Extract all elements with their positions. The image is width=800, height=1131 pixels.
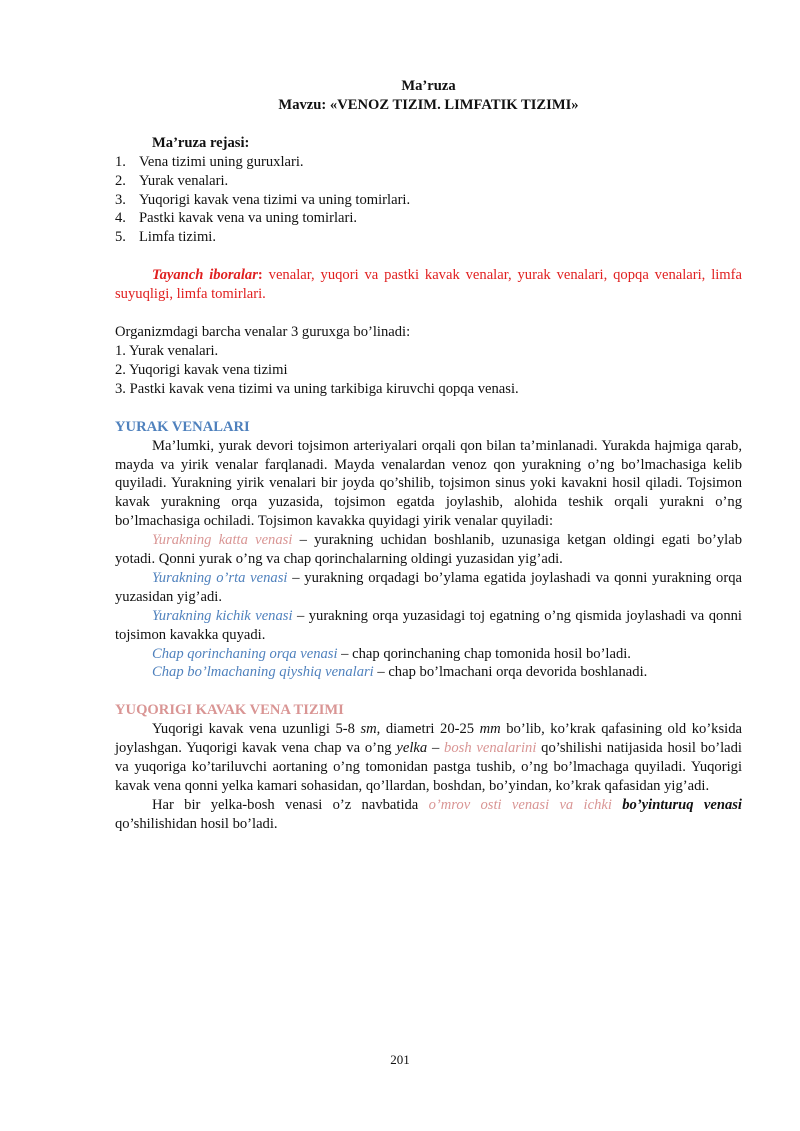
vein-description: – yurakning orqadagi bo’ylama egatida joylashadi va qonni yurakning orqa yuzasidan yig’adi. — [115, 569, 742, 605]
section-heading-yuqorigi-kavak: YUQORIGI KAVAK VENA TIZIMI — [115, 702, 344, 719]
plan-item-number: 5. — [115, 229, 126, 246]
term-yelka: yelka — [396, 740, 428, 757]
groups-item: 2. Yuqorigi kavak vena tizimi — [115, 361, 288, 378]
text-run: qo’shilishi natijasida hosil bo’ladi va yuqoriga ko’tariluvchi aortaning o’ng tomonidan pastga tushib, o’ng bo’lmachaga quyiladi. Yuqorigi kavak vena qonni yelka kamari sohasidan, qo’llardan, boshdan, bo’yindan, ko’krak qafasidan yig’adi. — [115, 740, 742, 794]
text-run: Yuqorigi kavak vena uzunligi 5-8 — [152, 721, 361, 738]
spacer — [115, 115, 742, 134]
plan-list — [115, 153, 742, 248]
unit-mm: mm — [479, 721, 501, 738]
plan-item-number: 4. — [115, 210, 126, 227]
vein-term: Chap bo’lmachaning qiyshiq venalari — [152, 664, 374, 681]
vein-term: Yurakning katta venasi — [152, 532, 293, 549]
plan-item — [115, 153, 742, 172]
plan-item-text: Limfa tizimi. — [139, 229, 217, 246]
spacer — [115, 399, 742, 418]
text-run: Har bir yelka-bosh venasi o’z navbatida — [152, 796, 429, 813]
text-run: – — [427, 740, 445, 757]
plan-heading: Ma’ruza rejasi: — [152, 134, 250, 151]
section1-intro: Ma’lumki, yurak devori tojsimon arteriyalari orqali qon bilan ta’minlanadi. Yurakda hajmiga qarab, mayda va yirik venalar farqlanadi. Mayda venalardan venoz qon yurakning o’ng bo’lmachasiga kelib quyiladi. Yurakning yirik venalari bir joyda qo’shilib, tojsimon sinus yoki kavakni hosil qiladi. Tojsimon kavak yurakning orqa yuzasida, tojsimon egatda joylashib, alohida teshik orqali yurakni o’ng bo’lmachasiga ochiladi. Tojsimon kavakka quyidagi yirik venalar quyiladi: — [115, 437, 742, 530]
keywords-label: Tayanch iboralar — [152, 267, 258, 284]
text-run: , diametri 20-25 — [376, 721, 480, 738]
vein-term: Chap qorinchaning orqa venasi — [152, 645, 338, 662]
vein-paragraph — [115, 569, 742, 607]
vein-paragraph — [115, 645, 742, 664]
groups-item: 3. Pastki kavak vena tizimi va uning tarkibiga kiruvchi qopqa venasi. — [115, 380, 519, 397]
vein-paragraph — [115, 607, 742, 645]
spacer — [115, 304, 742, 323]
plan-item-text: Yuqorigi kavak vena tizimi va uning tomirlari. — [139, 191, 411, 208]
unit-sm: sm — [360, 721, 377, 738]
document-title: Ma’ruza — [401, 78, 456, 94]
plan-item — [115, 172, 742, 191]
text-run — [612, 797, 622, 813]
groups-intro: Organizmdagi barcha venalar 3 guruxga bo’linadi: — [115, 324, 411, 341]
plan-item-text: Yurak venalari. — [139, 172, 229, 189]
plan-item-number: 2. — [115, 172, 126, 189]
vein-paragraph — [115, 531, 742, 569]
section-heading-yurak-venalari: YURAK VENALARI — [115, 418, 250, 435]
document-page — [115, 77, 742, 834]
plan-item-text: Pastki kavak vena va uning tomirlari. — [139, 210, 358, 227]
plan-item — [115, 209, 742, 228]
vein-term: Yurakning kichik venasi — [152, 607, 293, 624]
term-omrov-osti: o’mrov osti venasi va ichki — [428, 796, 612, 813]
keywords-colon: : — [257, 267, 263, 284]
section2-paragraph-1 — [115, 720, 742, 796]
page-number: 201 — [390, 1052, 410, 1067]
vein-description: – yurakning uchidan boshlanib, uzunasiga ketgan oldingi egati bo’ylab yotadi. Qonni yurak o’ng va chap qorinchalarning oldingi yuzasidan yig’adi. — [115, 532, 743, 568]
vein-description: – chap bo’lmachani orqa devorida boshlanadi. — [373, 664, 648, 681]
section2-paragraph-2 — [115, 796, 742, 834]
groups-item: 1. Yurak venalari. — [115, 342, 219, 359]
vein-paragraph — [115, 663, 742, 682]
text-run: qo’shilishidan hosil bo’ladi. — [115, 815, 278, 832]
spacer — [115, 682, 742, 701]
plan-item-number: 3. — [115, 191, 126, 208]
document-subtitle: Mavzu: «VENOZ TIZIM. LIMFATIK TIZIMI» — [278, 96, 579, 113]
vein-term: Yurakning o’rta venasi — [152, 569, 288, 586]
plan-item — [115, 228, 742, 247]
plan-item — [115, 191, 742, 210]
vein-description: – yurakning orqa yuzasidagi toj egatning o’ng qismida joylashadi va qonni tojsimon kavakka quyadi. — [115, 607, 742, 643]
plan-item-text: Vena tizimi uning guruxlari. — [139, 153, 304, 170]
keywords-paragraph — [115, 266, 742, 304]
text-run: bo’lib, ko’krak qafasining old ko’ksida joylashgan. Yuqorigi kavak vena chap va o’ng — [115, 721, 742, 757]
term-boyinturuq-venasi: bo’yinturuq venasi — [622, 796, 742, 813]
keywords-text: venalar, yuqori va pastki kavak venalar, yurak venalari, qopqa venalari, limfa suyuqligi, limfa tomirlari. — [115, 267, 742, 303]
spacer — [115, 247, 742, 266]
plan-item-number: 1. — [115, 153, 126, 170]
term-bosh-venalarini: bosh venalarini — [444, 740, 537, 757]
vein-description: – chap qorinchaning chap tomonida hosil bo’ladi. — [337, 645, 631, 662]
